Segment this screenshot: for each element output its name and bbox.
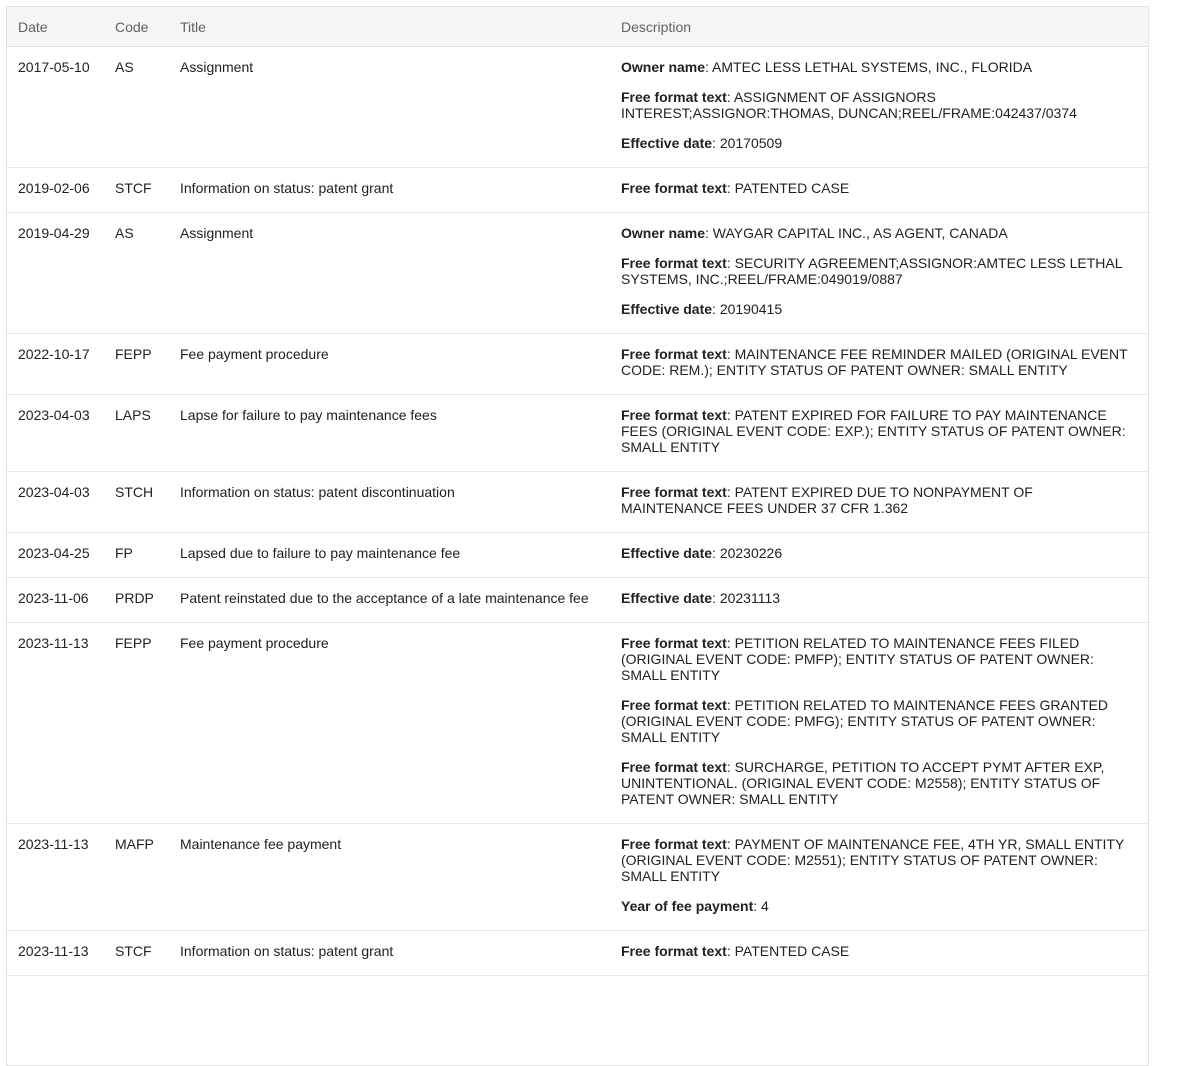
description-label: Free format text (621, 180, 727, 196)
event-code: LAPS (104, 395, 169, 472)
description-label: Free format text (621, 943, 727, 959)
event-title: Patent reinstated due to the acceptance of a late maintenance fee (169, 578, 610, 623)
event-title: Maintenance fee payment (169, 824, 610, 931)
description-label: Owner name (621, 59, 706, 75)
event-code: STCF (104, 168, 169, 213)
table-body (7, 47, 1148, 976)
description-label: Free format text (621, 255, 727, 271)
description-entry (621, 255, 1136, 287)
event-description (610, 472, 1148, 533)
description-label: Free format text (621, 697, 727, 713)
column-header-title: Title (169, 7, 610, 47)
event-title: Fee payment procedure (169, 623, 610, 824)
description-label: Free format text (621, 836, 727, 852)
table-row (7, 623, 1148, 824)
description-value: : AMTEC LESS LETHAL SYSTEMS, INC., FLORIDA (705, 59, 1033, 75)
description-entry (621, 898, 1136, 914)
event-description (610, 47, 1148, 168)
event-date: 2023-04-25 (7, 533, 104, 578)
event-code: AS (104, 213, 169, 334)
event-title: Information on status: patent grant (169, 931, 610, 976)
description-entry (621, 697, 1136, 745)
table-row (7, 533, 1148, 578)
description-entry (621, 225, 1136, 241)
event-description (610, 578, 1148, 623)
event-description (610, 931, 1148, 976)
description-label: Effective date (621, 545, 713, 561)
description-value: : PATENTED CASE (726, 180, 850, 196)
description-label: Free format text (621, 635, 727, 651)
description-value: : 20170509 (712, 135, 783, 151)
table-row (7, 395, 1148, 472)
event-code: FEPP (104, 334, 169, 395)
description-value: : 20231113 (712, 590, 781, 606)
description-label: Effective date (621, 135, 713, 151)
event-code: PRDP (104, 578, 169, 623)
event-date: 2022-10-17 (7, 334, 104, 395)
event-code: AS (104, 47, 169, 168)
description-value: : PATENT EXPIRED FOR FAILURE TO PAY MAINTENANCE FEES (ORIGINAL EVENT CODE: EXP.); ENTITY STATUS OF PATENT OWNER: SMALL ENTITY (621, 407, 1126, 455)
description-label: Free format text (621, 89, 727, 105)
description-value: : 20190415 (712, 301, 783, 317)
description-label: Free format text (621, 759, 727, 775)
description-value: : PETITION RELATED TO MAINTENANCE FEES FILED (ORIGINAL EVENT CODE: PMFP); ENTITY STATUS OF PATENT OWNER: SMALL ENTITY (621, 635, 1094, 683)
description-entry (621, 836, 1136, 884)
description-entry (621, 635, 1136, 683)
event-date: 2023-11-06 (7, 578, 104, 623)
description-value: : PATENT EXPIRED DUE TO NONPAYMENT OF MAINTENANCE FEES UNDER 37 CFR 1.362 (621, 484, 1033, 516)
table-row (7, 824, 1148, 931)
table-row (7, 472, 1148, 533)
description-entry (621, 301, 1136, 317)
description-entry (621, 545, 1136, 561)
event-code: STCH (104, 472, 169, 533)
column-header-description: Description (610, 7, 1148, 47)
table-row (7, 168, 1148, 213)
event-title: Fee payment procedure (169, 334, 610, 395)
description-value: : WAYGAR CAPITAL INC., AS AGENT, CANADA (705, 225, 1008, 241)
event-description (610, 168, 1148, 213)
event-date: 2023-11-13 (7, 623, 104, 824)
event-description (610, 623, 1148, 824)
event-code: MAFP (104, 824, 169, 931)
column-header-code: Code (104, 7, 169, 47)
event-date: 2023-04-03 (7, 472, 104, 533)
description-entry (621, 135, 1136, 151)
event-title: Assignment (169, 213, 610, 334)
description-entry (621, 759, 1136, 807)
description-entry (621, 59, 1136, 75)
description-value: : 4 (753, 898, 769, 914)
description-value: : PETITION RELATED TO MAINTENANCE FEES GRANTED (ORIGINAL EVENT CODE: PMFG); ENTITY STATUS OF PATENT OWNER: SMALL ENTITY (621, 697, 1108, 745)
description-entry (621, 346, 1136, 378)
event-date: 2023-11-13 (7, 824, 104, 931)
description-label: Free format text (621, 407, 727, 423)
event-code: STCF (104, 931, 169, 976)
description-entry (621, 943, 1136, 959)
event-title: Lapse for failure to pay maintenance fees (169, 395, 610, 472)
description-value: : PAYMENT OF MAINTENANCE FEE, 4TH YR, SMALL ENTITY (ORIGINAL EVENT CODE: M2551); ENTITY STATUS OF PATENT OWNER: SMALL ENTITY (621, 836, 1125, 884)
table-row (7, 931, 1148, 976)
event-date: 2017-05-10 (7, 47, 104, 168)
event-description (610, 395, 1148, 472)
description-value: : SECURITY AGREEMENT;ASSIGNOR:AMTEC LESS LETHAL SYSTEMS, INC.;REEL/FRAME:049019/0887 (621, 255, 1123, 287)
event-date: 2019-04-29 (7, 213, 104, 334)
description-label: Year of fee payment (621, 898, 754, 914)
description-value: : MAINTENANCE FEE REMINDER MAILED (ORIGINAL EVENT CODE: REM.); ENTITY STATUS OF PATENT OWNER: SMALL ENTITY (621, 346, 1128, 378)
legal-events-table-container (6, 6, 1149, 1066)
description-entry (621, 407, 1136, 455)
event-title: Assignment (169, 47, 610, 168)
column-header-date: Date (7, 7, 104, 47)
description-entry (621, 180, 1136, 196)
description-label: Effective date (621, 301, 713, 317)
event-date: 2023-11-13 (7, 931, 104, 976)
description-value: : 20230226 (712, 545, 783, 561)
event-description (610, 824, 1148, 931)
description-entry (621, 484, 1136, 516)
event-title: Lapsed due to failure to pay maintenance fee (169, 533, 610, 578)
description-value: : ASSIGNMENT OF ASSIGNORS INTEREST;ASSIGNOR:THOMAS, DUNCAN;REEL/FRAME:042437/0374 (621, 89, 1077, 121)
description-label: Effective date (621, 590, 713, 606)
event-code: FEPP (104, 623, 169, 824)
event-date: 2019-02-06 (7, 168, 104, 213)
event-description (610, 213, 1148, 334)
description-value: : SURCHARGE, PETITION TO ACCEPT PYMT AFTER EXP, UNINTENTIONAL. (ORIGINAL EVENT CODE: M2558); ENTITY STATUS OF PATENT OWNER: SMALL ENTITY (621, 759, 1105, 807)
table-row (7, 578, 1148, 623)
legal-events-table (7, 7, 1148, 976)
description-label: Owner name (621, 225, 706, 241)
description-label: Free format text (621, 346, 727, 362)
table-row (7, 334, 1148, 395)
event-description (610, 533, 1148, 578)
description-value: : PATENTED CASE (726, 943, 850, 959)
event-code: FP (104, 533, 169, 578)
table-row (7, 213, 1148, 334)
table-header-row (7, 7, 1148, 47)
table-row (7, 47, 1148, 168)
description-entry (621, 590, 1136, 606)
event-date: 2023-04-03 (7, 395, 104, 472)
description-label: Free format text (621, 484, 727, 500)
event-description (610, 334, 1148, 395)
event-title: Information on status: patent discontinuation (169, 472, 610, 533)
description-entry (621, 89, 1136, 121)
event-title: Information on status: patent grant (169, 168, 610, 213)
